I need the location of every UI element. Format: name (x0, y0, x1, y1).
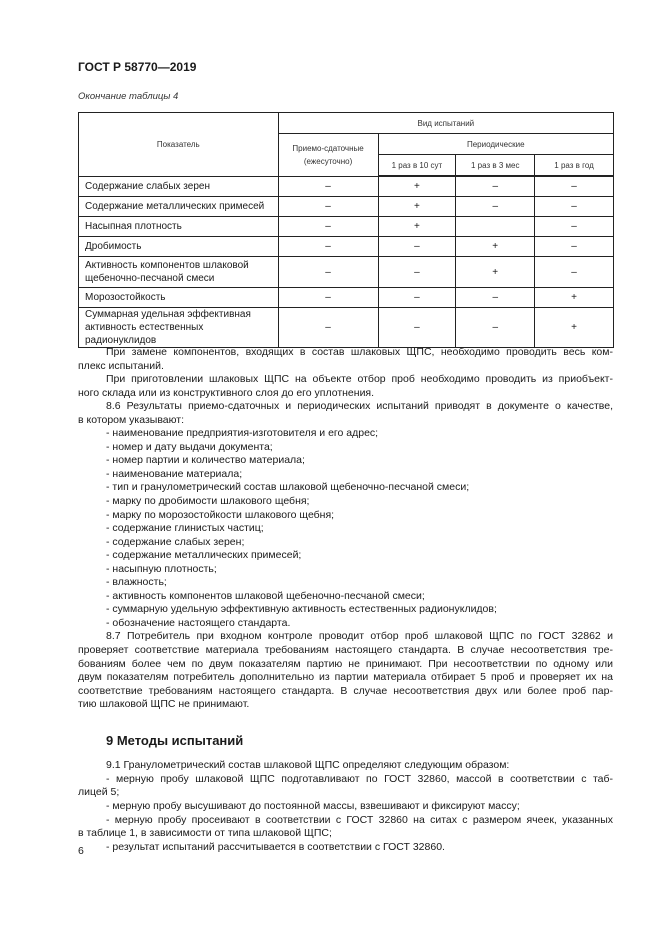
text-line: - мерную пробу просеивают в соответствии с ГОСТ 32860 на ситах с размером ячеек, указанных (106, 813, 613, 826)
text-line: При приготовлении шлаковых ЩПС на объекте отбор проб необходимо проводить из приобъект- (106, 373, 613, 386)
document-header: ГОСТ Р 58770—2019 (78, 60, 197, 74)
list-item: - обозначение настоящего стандарта. (106, 616, 291, 629)
mark-cell: – (456, 176, 535, 197)
mark-cell: – (535, 197, 614, 217)
page-number: 6 (78, 845, 84, 857)
tests-table (78, 112, 614, 348)
table-row (79, 288, 614, 308)
mark-cell: – (535, 257, 614, 288)
text-line: - мерную пробу шлаковой ЩПС подготавливают по ГОСТ 32860, массой в соответствии с таб- (106, 772, 613, 785)
list-item: - наименование материала; (106, 467, 243, 480)
mark-cell: – (456, 197, 535, 217)
header-indicator: Показатель (79, 113, 279, 177)
text-line: 8.7 Потребитель при входном контроле проводит отбор проб шлаковой ЩПС по ГОСТ 32862 и (106, 630, 613, 643)
mark-cell: – (278, 308, 378, 348)
text-line: в котором указывают: (78, 413, 184, 426)
paragraph (78, 400, 613, 427)
paragraph (78, 841, 613, 855)
text-line: лицей 5; (78, 786, 120, 799)
mark-cell: + (378, 197, 456, 217)
mark-cell: – (378, 288, 456, 308)
text-line: соответствие требованиям настоящего стандарта. В случае несоответствия двух или более проб пар- (78, 684, 613, 697)
mark-cell: – (278, 197, 378, 217)
mark-cell: – (378, 308, 456, 348)
paragraph (78, 346, 613, 373)
list-item: - влажность; (106, 576, 167, 589)
text-line: плекс испытаний. (78, 359, 164, 372)
list-item: - тип и гранулометрический состав шлаковой щебеночно-песчаной смеси; (106, 481, 470, 494)
document-body (78, 346, 613, 854)
text-line: При замене компонентов, входящих в состав шлаковых ЩПС, необходимо проводить весь ком- (106, 346, 613, 358)
indicator-cell: Насыпная плотность (79, 217, 279, 237)
section-heading: 9 Методы испытаний (106, 732, 244, 748)
text-line: тию шлаковой ЩПС не принимают. (78, 698, 250, 711)
mark-cell: – (278, 257, 378, 288)
table-row (79, 257, 614, 288)
mark-cell: + (535, 308, 614, 348)
mark-cell: + (456, 237, 535, 257)
indicator-cell: Морозостойкость (79, 288, 279, 308)
table-caption: Окончание таблицы 4 (78, 91, 179, 102)
list-item: - содержание слабых зерен; (106, 535, 245, 548)
header-periodic: Периодические (378, 134, 614, 155)
list-item: - активность компонентов шлаковой щебеночно-песчаной смеси; (106, 589, 425, 602)
indicator-cell: Содержание металлических примесей (79, 197, 279, 217)
list-item: - суммарную удельную эффективную активность естественных радионуклидов; (106, 603, 497, 616)
mark-cell: + (378, 176, 456, 197)
list-item: - наименование предприятия-изготовителя и его адрес; (106, 427, 379, 440)
text-line: проверяет соответствие материала требованиям настоящего стандарта. В случае несоответствия тре- (78, 644, 613, 657)
text-line: - мерную пробу высушивают до постоянной массы, взвешивают и фиксируют массу; (106, 799, 520, 812)
paragraph (78, 773, 613, 800)
text-line: в таблице 1, в зависимости от типа шлаковой ЩПС; (78, 827, 332, 840)
text-line: бованиям более чем по двум показателям партию не принимают. При несоответствии по одному или (78, 657, 613, 670)
mark-cell: – (456, 308, 535, 348)
paragraph (78, 373, 613, 400)
header-period: 1 раз в год (535, 155, 614, 177)
text-line: ного склада или из конструктивного слоя до его уплотнения. (78, 386, 375, 399)
table-row (79, 217, 614, 237)
header-test-type: Вид испытаний (278, 113, 613, 134)
table-row (79, 308, 614, 348)
indicator-cell: Содержание слабых зерен (79, 176, 279, 197)
table-row (79, 197, 614, 217)
mark-cell: – (535, 237, 614, 257)
text-line: 9.1 Гранулометрический состав шлаковой ЩПС определяют следующим образом: (106, 759, 510, 772)
mark-cell: – (278, 217, 378, 237)
list-item: - номер партии и количество материала; (106, 454, 305, 467)
table-row (79, 176, 614, 197)
requirements-list (78, 427, 613, 630)
table-row (79, 237, 614, 257)
mark-cell: + (378, 217, 456, 237)
header-acceptance: Приемо-сдаточные (ежесуточно) (278, 134, 378, 177)
text-line: 8.6 Результаты приемо-сдаточных и периодических испытаний приводят в документе о качестве, (106, 400, 613, 413)
mark-cell: – (456, 288, 535, 308)
list-item: - марку по дробимости шлакового щебня; (106, 495, 310, 508)
indicator-cell: Суммарная удельная эффективная активность естественных радионуклидов (79, 308, 279, 348)
mark-cell: – (278, 237, 378, 257)
mark-cell: – (535, 217, 614, 237)
paragraph (78, 800, 613, 814)
paragraph (78, 759, 613, 773)
paragraph (78, 814, 613, 841)
header-period: 1 раз в 10 сут (378, 155, 456, 177)
mark-cell: – (535, 176, 614, 197)
list-item: - содержание глинистых частиц; (106, 522, 264, 535)
mark-cell: + (535, 288, 614, 308)
mark-cell: – (378, 257, 456, 288)
indicator-cell: Дробимость (79, 237, 279, 257)
text-line: - результат испытаний рассчитывается в соответствии с ГОСТ 32860. (106, 840, 445, 853)
paragraph (78, 630, 613, 711)
indicator-cell: Активность компонентов шлаковой щебеночно-песчаной смеси (79, 257, 279, 288)
list-item: - номер и дату выдачи документа; (106, 440, 273, 453)
list-item: - содержание металлических примесей; (106, 549, 302, 562)
mark-cell: – (278, 288, 378, 308)
text-line: двум показателям потребитель дополнительно из партии материала отбирает 5 проб и проверяет их на (78, 671, 613, 684)
mark-cell: – (378, 237, 456, 257)
list-item: - насыпную плотность; (106, 562, 217, 575)
mark-cell (456, 217, 535, 237)
mark-cell: + (456, 257, 535, 288)
mark-cell: – (278, 176, 378, 197)
header-period: 1 раз в 3 мес (456, 155, 535, 177)
list-item: - марку по морозостойкости шлакового щебня; (106, 508, 335, 521)
